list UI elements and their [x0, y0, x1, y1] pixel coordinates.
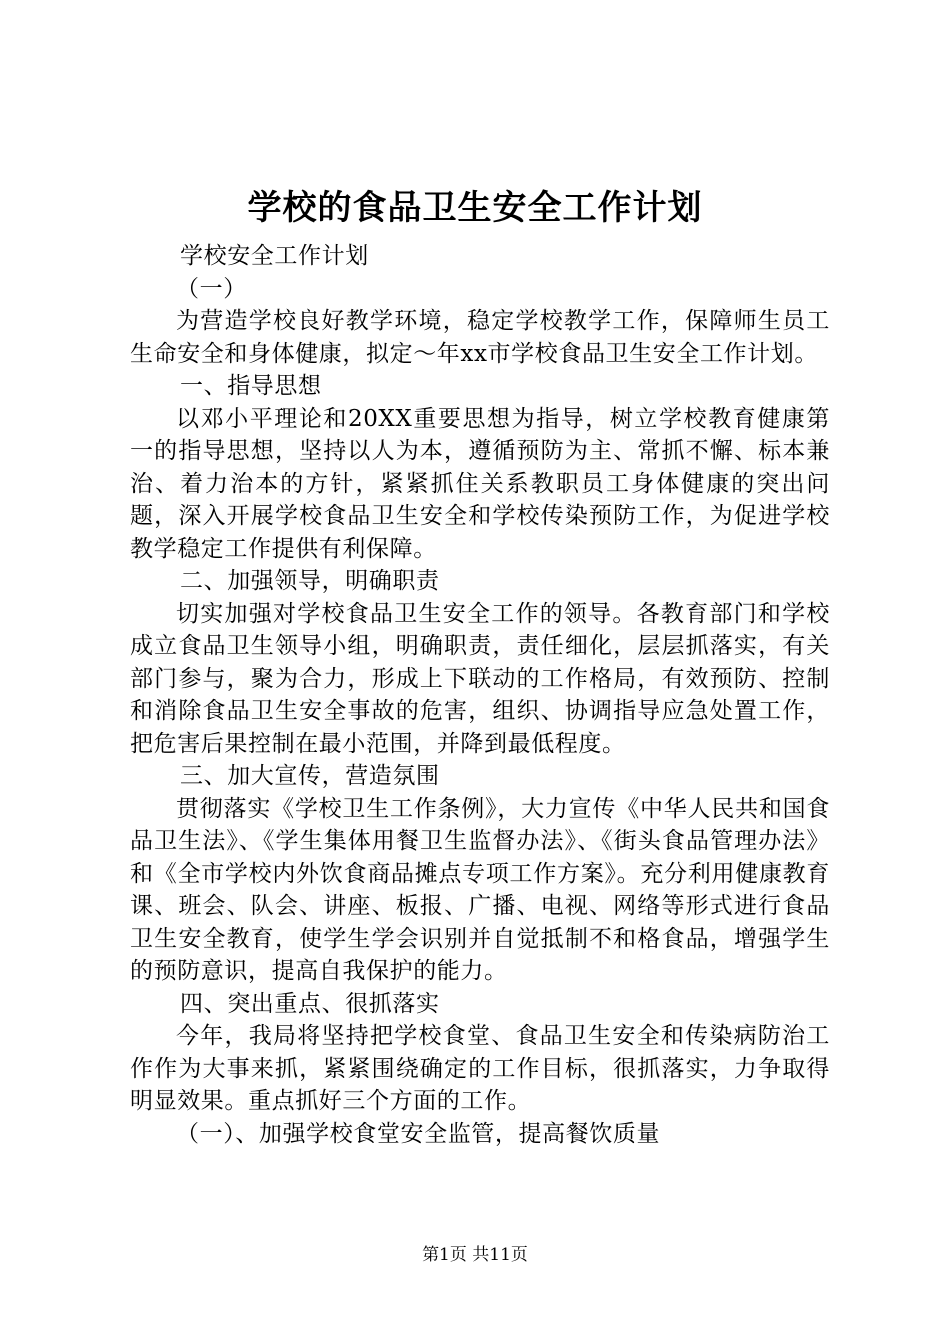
- paragraph-publicity: 贯彻落实《学校卫生工作条例》，大力宣传《中华人民共和国食品卫生法》、《学生集体用餐卫生监督办法》、《街头食品管理办法》和《全市学校内外饮食商品摊点专项工作方案》。充分利用健康教育课、班会、队会、讲座、板报、广播、电视、网络等形式进行食品卫生安全教育，使学生学会识别并自觉抵制不和格食品，增强学生的预防意识，提高自我保护的能力。: [130, 795, 830, 984]
- paragraph-key-points: 今年，我局将坚持把学校食堂、食品卫生安全和传染病防治工作作为大事来抓，紧紧围绕确定的工作目标，很抓落实，力争取得明显效果。重点抓好三个方面的工作。: [130, 1023, 830, 1114]
- heading-key-points: 四、突出重点、很抓落实: [180, 990, 440, 1017]
- heading-canteen-supervision: （一）、加强学校食堂安全监管，提高餐饮质量: [176, 1120, 661, 1147]
- paragraph-leadership: 切实加强对学校食品卫生安全工作的领导。各教育部门和学校成立食品卫生领导小组，明确职责，责任细化，层层抓落实，有关部门参与，聚为合力，形成上下联动的工作格局，有效预防、控制和消除食品卫生安全事故的危害，组织、协调指导应急处置工作，把危害后果控制在最小范围，并降到最低程度。: [130, 600, 830, 757]
- heading-guiding-thought: 一、指导思想: [180, 373, 322, 399]
- page-number-footer: 第1页 共11页: [422, 1245, 528, 1265]
- paragraph-section-marker: （一）: [176, 275, 247, 302]
- heading-publicity: 三、加大宣传，营造氛围: [180, 763, 440, 789]
- heading-leadership: 二、加强领导，明确职责: [180, 568, 440, 594]
- document-body: [130, 240, 830, 1150]
- paragraph-plan-subtitle: 学校安全工作计划: [180, 243, 369, 269]
- paragraph-intro: 为营造学校良好教学环境，稳定学校教学工作，保障师生员工生命安全和身体健康，拟定～年xx市学校食品卫生安全工作计划。: [130, 308, 830, 367]
- paragraph-guiding-thought: 以邓小平理论和20XX重要思想为指导，树立学校教育健康第一的指导思想，坚持以人为本，遵循预防为主、常抓不懈、标本兼治、着力治本的方针，紧紧抓住关系教职员工身体健康的突出问题，深入开展学校食品卫生安全和学校传染预防工作，为促进学校教学稳定工作提供有利保障。: [130, 405, 830, 562]
- document-title: 学校的食品卫生安全工作计划: [247, 188, 703, 228]
